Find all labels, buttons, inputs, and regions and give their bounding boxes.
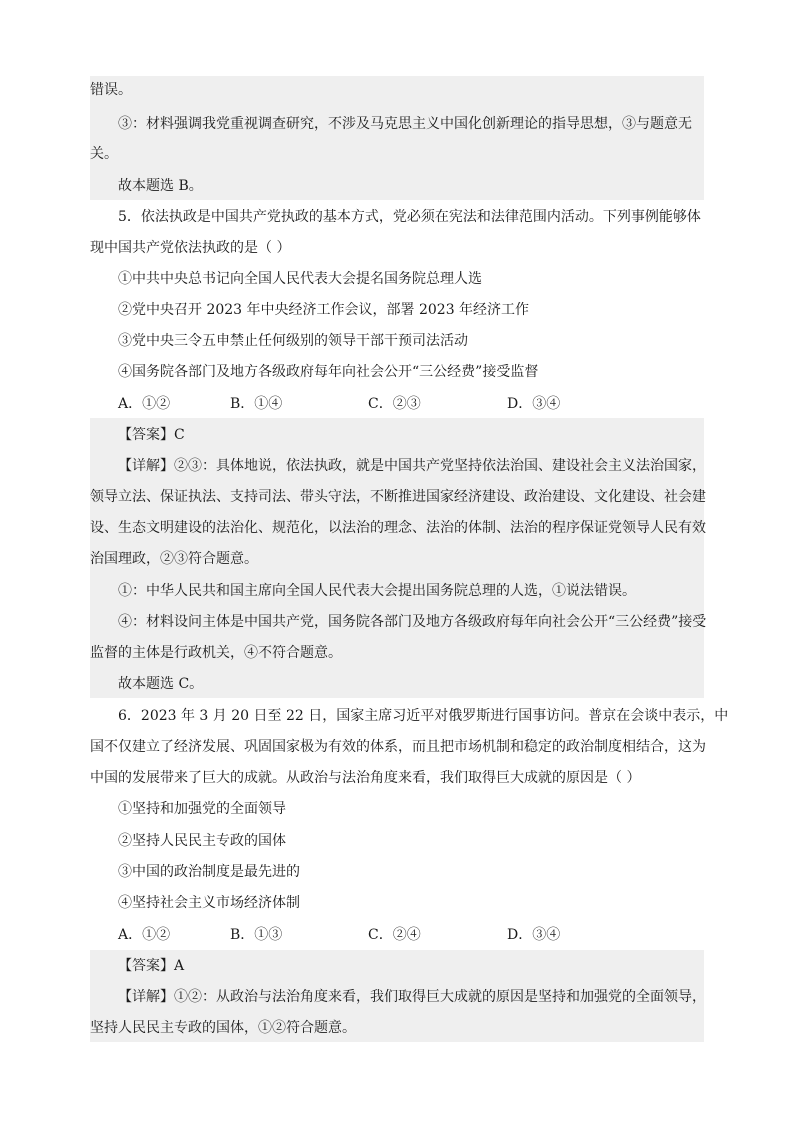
q5-option-a: A．①② — [118, 396, 171, 412]
q5-detail: 设、生态文明建设的法治化、规范化，以法治的理念、法治的体制、法治的程序保证党领导人民有效 — [90, 520, 706, 536]
q5-item-4: ④国务院各部门及地方各级政府每年向社会公开“三公经费”接受监督 — [118, 364, 539, 380]
top-text-line: ③：材料强调我党重视调查研究，不涉及马克思主义中国化创新理论的指导思想，③与题意无 — [118, 116, 692, 132]
top-conclusion: 故本题选 B。 — [118, 178, 203, 194]
q5-stem: 现中国共产党依法执政的是（ ） — [90, 240, 291, 256]
q6-option-d: D．③④ — [507, 927, 561, 943]
q6-item-4: ④坚持社会主义市场经济体制 — [118, 895, 300, 911]
q6-item-3: ③中国的政治制度是最先进的 — [118, 864, 300, 880]
q5-detail: 监督的主体是行政机关，④不符合题意。 — [90, 645, 342, 661]
q6-item-2: ②坚持人民民主专政的国体 — [118, 833, 286, 849]
q5-detail: ④：材料设问主体是中国共产党，国务院各部门及地方各级政府每年向社会公开“三公经费”接受 — [118, 614, 707, 630]
q6-stem: 6．2023 年 3 月 20 日至 22 日，国家主席习近平对俄罗斯进行国事访问。普京在会谈中表示，中 — [118, 708, 729, 724]
q5-option-b: B．①④ — [230, 396, 283, 412]
q5-item-2: ②党中央召开 2023 年中央经济工作会议，部署 2023 年经济工作 — [118, 302, 530, 318]
q6-answer: 【答案】A — [118, 958, 185, 974]
q5-item-3: ③党中央三令五申禁止任何级别的领导干部干预司法活动 — [118, 333, 468, 349]
q5-answer: 【答案】C — [118, 427, 185, 443]
q6-option-c: C．②④ — [368, 927, 421, 943]
q5-detail: 治国理政，②③符合题意。 — [90, 551, 258, 567]
q5-option-c: C．②③ — [368, 396, 421, 412]
top-text-line: 关。 — [90, 146, 118, 162]
q5-item-1: ①中共中央总书记向全国人民代表大会提名国务院总理人选 — [118, 271, 482, 287]
q6-detail: 【详解】①②：从政治与法治角度来看，我们取得巨大成就的原因是坚持和加强党的全面领导， — [118, 989, 706, 1005]
q6-stem: 中国的发展带来了巨大的成就。从政治与法治角度来看，我们取得巨大成就的原因是（ ） — [90, 770, 641, 786]
q6-item-1: ①坚持和加强党的全面领导 — [118, 801, 286, 817]
q6-detail: 坚持人民民主专政的国体，①②符合题意。 — [90, 1020, 356, 1036]
q5-detail: ①：中华人民共和国主席向全国人民代表大会提出国务院总理的人选，①说法错误。 — [118, 583, 636, 599]
q6-option-a: A．①② — [118, 927, 171, 943]
q5-stem: 5．依法执政是中国共产党执政的基本方式，党必须在宪法和法律范围内活动。下列事例能够体 — [118, 209, 701, 225]
top-text-line: 错误。 — [90, 82, 132, 98]
q5-detail: 【详解】②③：具体地说，依法执政，就是中国共产党坚持依法治国、建设社会主义法治国家， — [118, 458, 706, 474]
q5-option-d: D．③④ — [507, 396, 561, 412]
q5-conclusion: 故本题选 C。 — [118, 676, 204, 692]
q6-option-b: B．①③ — [230, 927, 283, 943]
q6-stem: 国不仅建立了经济发展、巩固国家极为有效的体系，而且把市场机制和稳定的政治制度相结合，这为 — [90, 739, 706, 755]
q5-detail: 领导立法、保证执法、支持司法、带头守法，不断推进国家经济建设、政治建设、文化建设、社会建 — [90, 489, 706, 505]
